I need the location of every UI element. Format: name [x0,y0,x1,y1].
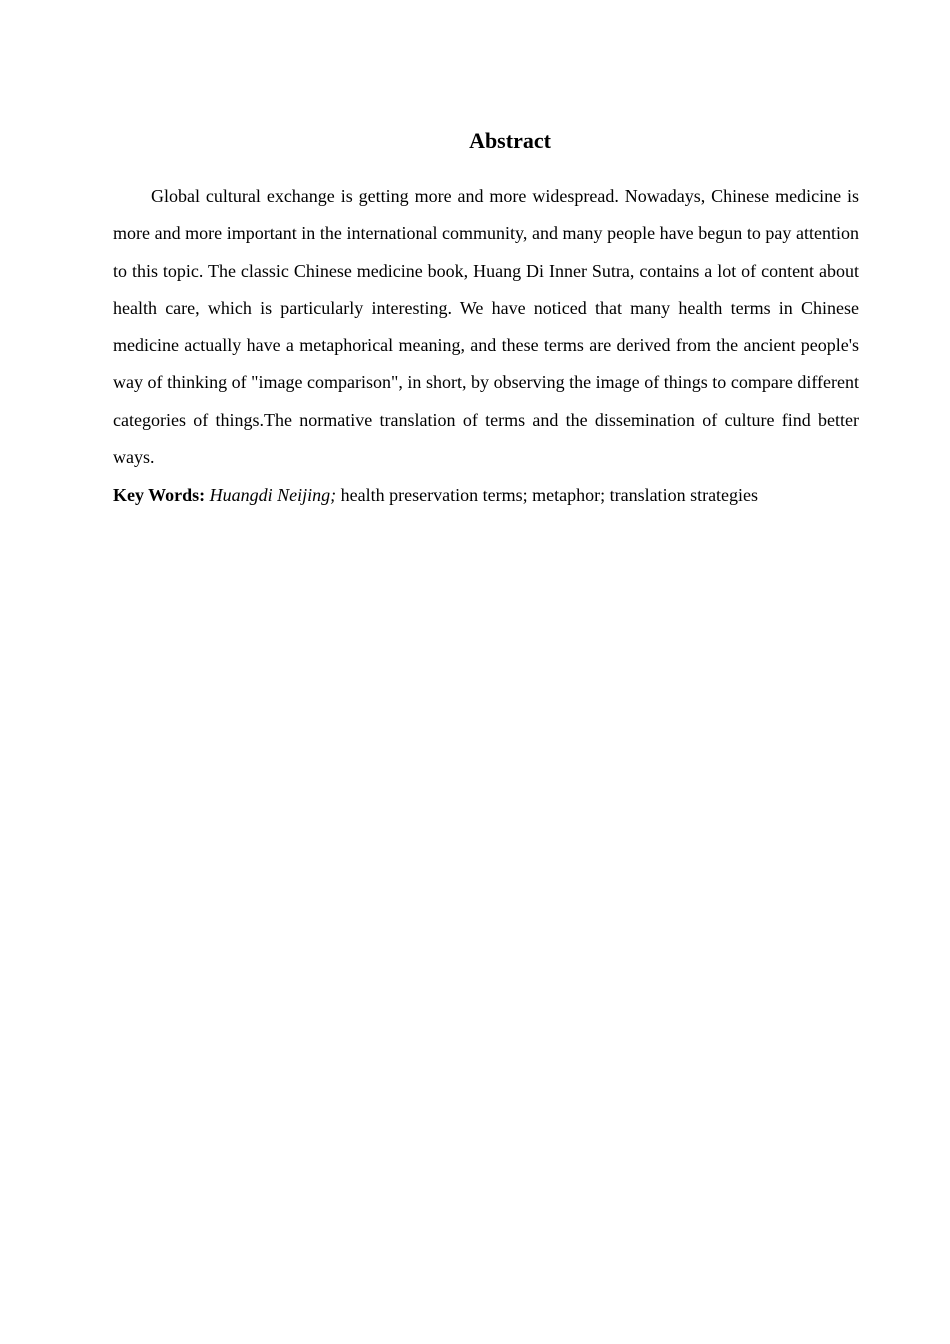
keyword-huangdi-neijing: Huangdi Neijing; [209,485,337,505]
abstract-heading: Abstract [469,128,551,153]
keywords-label: Key Words: [113,485,206,505]
keywords-line [113,477,859,514]
keywords-remaining: health preservation terms; metaphor; translation strategies [340,485,759,505]
abstract-paragraph: Global cultural exchange is getting more and more widespread. Nowadays, Chinese medicine is more and more important in the international community, and many people have begun to pay attention to this topic. The classic Chinese medicine book, Huang Di Inner Sutra, contains a lot of content about health care, which is particularly interesting. We have noticed that many health terms in Chinese medicine actually have a metaphorical meaning, and these terms are derived from the ancient people's way of thinking of "image comparison", in short, by observing the image of things to compare different categories of things.The normative translation of terms and the dissemination of culture find better ways. [113,186,859,468]
